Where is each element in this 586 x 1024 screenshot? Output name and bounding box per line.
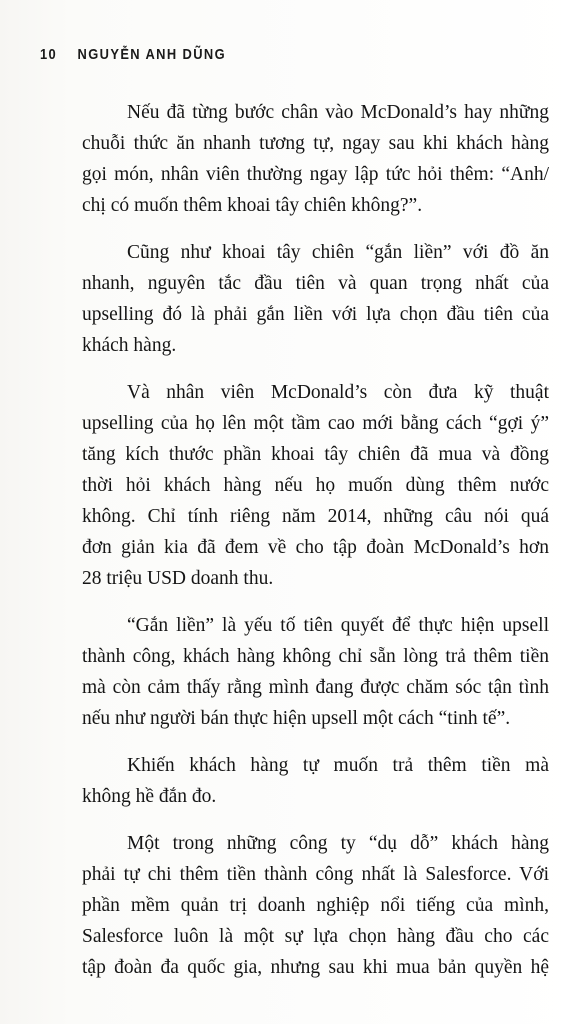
paragraph — [82, 377, 549, 594]
text-line: thời hỏi khách hàng nếu họ muốn dùng thêm nước — [82, 475, 549, 496]
paragraph — [82, 237, 549, 361]
text-line: nhanh, nguyên tắc đầu tiên và quan trọng nhất của — [82, 273, 549, 294]
text-line: Một trong những công ty “dụ dỗ” khách hàng — [127, 833, 549, 854]
text-line: gọi món, nhân viên thường ngay lập tức hỏi thêm: “Anh/ — [82, 164, 549, 185]
text-line: Khiến khách hàng tự muốn trả thêm tiền mà — [127, 755, 549, 776]
text-line: upselling của họ lên một tầm cao mới bằng cách “gợi ý” — [82, 413, 549, 434]
text-line: Nếu đã từng bước chân vào McDonald’s hay những — [127, 102, 549, 123]
text-line: tăng kích thước phần khoai tây chiên đã mua và đồng — [82, 444, 549, 465]
text-line: Salesforce luôn là một sự lựa chọn hàng đầu cho các — [82, 926, 549, 947]
text-line: tập đoàn đa quốc gia, nhưng sau khi mua bản quyền hệ — [82, 957, 549, 978]
text-line: thành công, khách hàng không chỉ sẵn lòng trả thêm tiền — [82, 646, 549, 667]
text-line: 28 triệu USD doanh thu. — [82, 568, 274, 589]
text-line: chị có muốn thêm khoai tây chiên không?”. — [82, 195, 423, 216]
page-number: 10 — [40, 46, 58, 63]
running-header — [40, 46, 226, 63]
text-line: mà còn cảm thấy rằng mình đang được chăm sóc tận tình — [82, 677, 549, 698]
text-line: nếu như người bán thực hiện upsell một cách “tinh tế”. — [82, 708, 511, 729]
paragraph — [82, 750, 549, 812]
author-name: NGUYỄN ANH DŨNG — [77, 46, 227, 63]
text-line: chuỗi thức ăn nhanh tương tự, ngay sau khi khách hàng — [82, 133, 549, 154]
text-line: phần mềm quản trị doanh nghiệp nổi tiếng của mình, — [82, 895, 549, 916]
text-line: đơn giản kia đã đem về cho tập đoàn McDonald’s hơn — [82, 537, 549, 558]
paragraph — [82, 97, 549, 221]
text-line: upselling đó là phải gắn liền với lựa chọn đầu tiên của — [82, 304, 549, 325]
text-line: không hề đắn đo. — [82, 786, 217, 807]
paragraph — [82, 828, 549, 983]
text-line: “Gắn liền” là yếu tố tiên quyết để thực hiện upsell — [127, 615, 549, 636]
text-line: Và nhân viên McDonald’s còn đưa kỹ thuật — [127, 382, 549, 403]
paragraph — [82, 610, 549, 734]
text-line: không. Chỉ tính riêng năm 2014, những câu nói quá — [82, 506, 549, 527]
text-line: Cũng như khoai tây chiên “gắn liền” với đồ ăn — [127, 242, 549, 263]
text-line: khách hàng. — [82, 335, 177, 356]
text-line: phải tự chi thêm tiền thành công nhất là Salesforce. Với — [82, 864, 549, 885]
body-text — [82, 97, 549, 999]
